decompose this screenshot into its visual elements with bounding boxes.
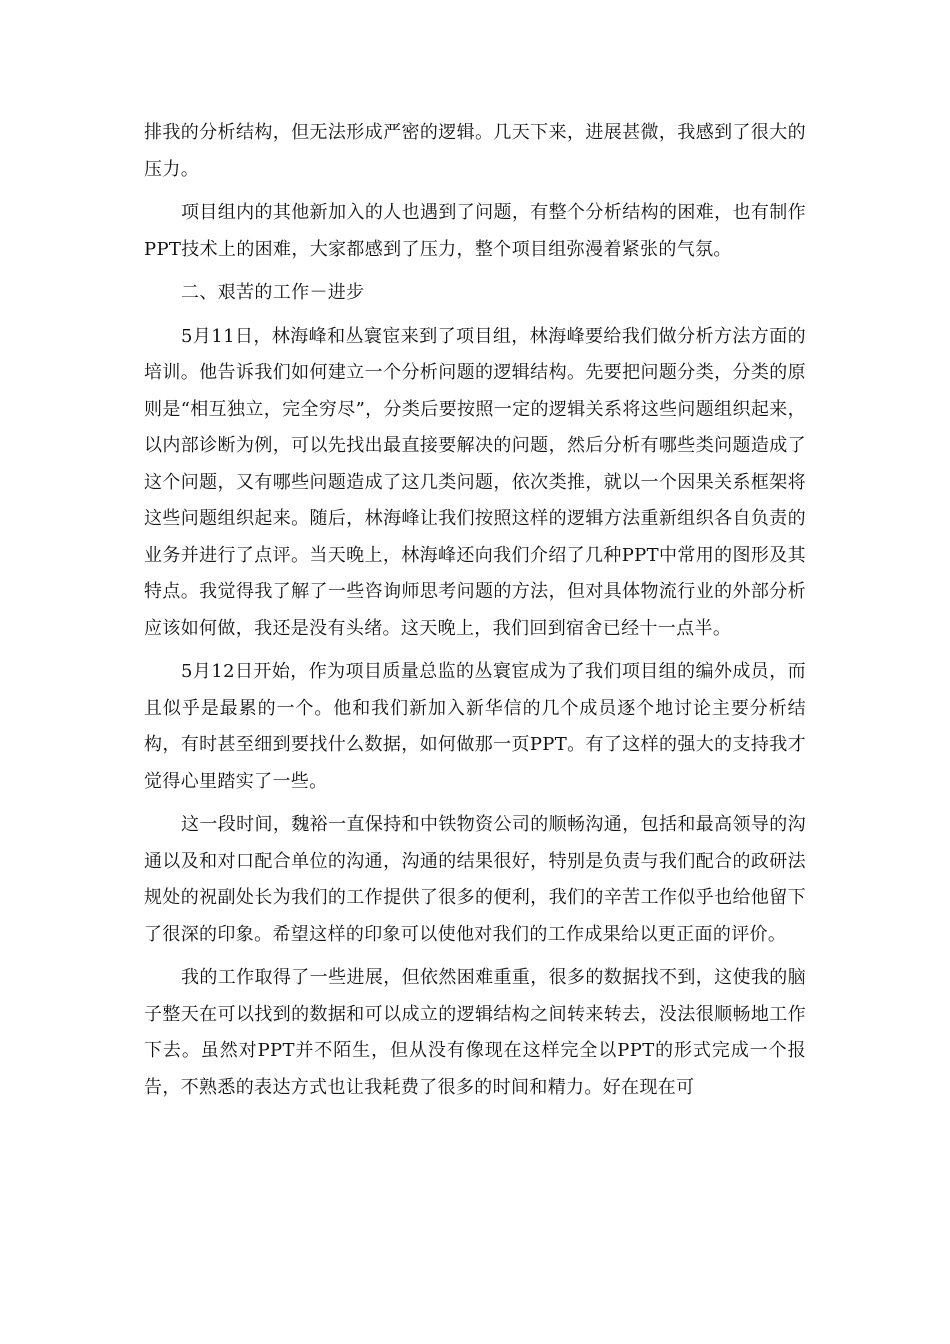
paragraph: 5月11日，林海峰和丛寰宦来到了项目组，林海峰要给我们做分析方法方面的培训。他告诉我们如何建立一个分析问题的逻辑结构。先要把问题分类，分类的原则是“相互独立，完全穷尽”，分类后要按照一定的逻辑关系将这些问题组织起来，以内部诊断为例，可以先找出最直接要解决的问题，然后分析有哪些类问题造成了这个问题，又有哪些问题造成了这几类问题，依次类推，就以一个因果关系框架将这些问题组织起来。随后，林海峰让我们按照这样的逻辑方法重新组织各自负责的业务并进行了点评。当天晚上，林海峰还向我们介绍了几种PPT中常用的图形及其特点。我觉得我了解了一些咨询师思考问题的方法，但对具体物流行业的外部分析应该如何做，我还是没有头绪。这天晚上，我们回到宿舍已经十一点半。 [144,325,806,639]
paragraph: 我的工作取得了一些进展，但依然困难重重，很多的数据找不到，这使我的脑子整天在可以找到的数据和可以成立的逻辑结构之间转来转去，没法很顺畅地工作下去。虽然对PPT并不陌生，但从没有像现在这样完全以PPT的形式完成一个报告，不熟悉的表达方式也让我耗费了很多的时间和精力。好在现在可 [144,967,806,1098]
paragraph-continuation: 排我的分析结构，但无法形成严密的逻辑。几天下来，进展甚微，我感到了很大的压力。 [144,122,806,180]
paragraph: 项目组内的其他新加入的人也遇到了问题，有整个分析结构的困难，也有制作PPT技术上的困难，大家都感到了压力，整个项目组弥漫着紧张的气氛。 [144,202,806,260]
paragraph: 这一段时间，魏裕一直保持和中铁物资公司的顺畅沟通，包括和最高领导的沟通以及和对口配合单位的沟通，沟通的结果很好，特别是负责与我们配合的政研法规处的祝副处长为我们的工作提供了很多的便利，我们的辛苦工作似乎也给他留下了很深的印象。希望这样的印象可以使他对我们的工作成果给以更正面的评价。 [144,814,806,945]
document-body [144,115,806,1113]
section-heading: 二、艰苦的工作－进步 [181,282,365,303]
paragraph: 5月12日开始，作为项目质量总监的丛寰宦成为了我们项目组的编外成员，而且似乎是最累的一个。他和我们新加入新华信的几个成员逐个地讨论主要分析结构，有时甚至细到要找什么数据，如何做那一页PPT。有了这样的强大的支持我才觉得心里踏实了一些。 [144,661,806,792]
